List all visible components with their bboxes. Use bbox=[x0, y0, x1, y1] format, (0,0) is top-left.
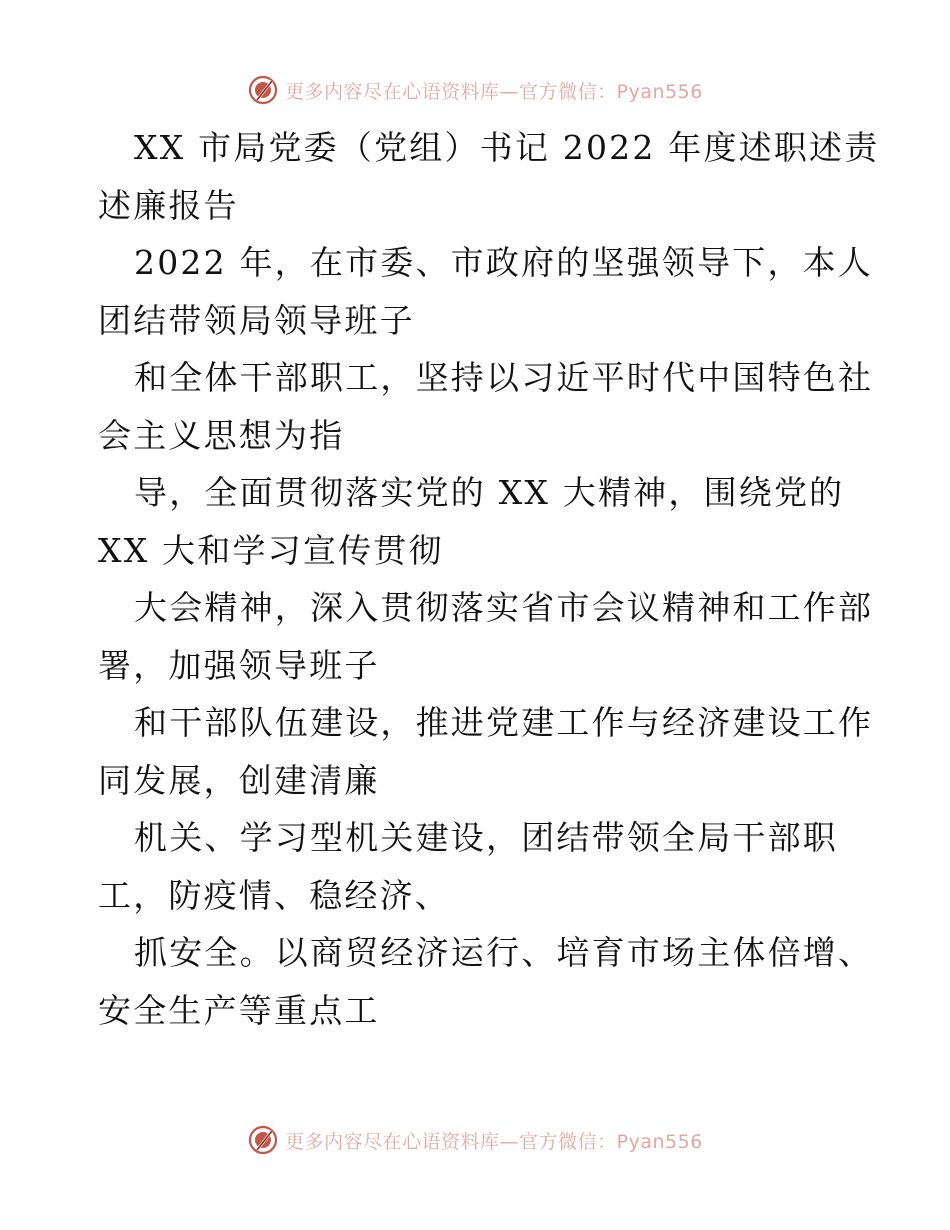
watermark-text: 更多内容尽在心语资料库—官方微信：Pyan556 bbox=[285, 80, 703, 103]
paragraph-line: 2022 年，在市委、市政府的坚强领导下，本人 bbox=[134, 243, 874, 282]
paragraph-line: 和全体干部职工，坚持以习近平时代中国特色社 bbox=[134, 358, 874, 397]
paragraph-line: 同发展，创建清廉 bbox=[98, 760, 380, 800]
document-body bbox=[98, 119, 880, 1039]
paragraph-line: 工，防疫情、稳经济、 bbox=[98, 875, 450, 915]
paragraph-line: 署，加强领导班子 bbox=[98, 645, 380, 685]
header-watermark bbox=[0, 70, 950, 110]
paragraph-line: 和干部队伍建设，推进党建工作与经济建设工作 bbox=[134, 703, 874, 742]
paragraph-line: 大会精神，深入贯彻落实省市会议精神和工作部 bbox=[134, 588, 874, 627]
quill-pen-logo-icon bbox=[247, 74, 279, 106]
paragraph-line: 抓安全。以商贸经济运行、培育市场主体倍增、 bbox=[134, 933, 874, 972]
paragraph-line: 会主义思想为指 bbox=[98, 415, 345, 455]
title-line-1: XX 市局党委（党组）书记 2022 年度述职述责 bbox=[134, 128, 880, 167]
watermark-text: 更多内容尽在心语资料库—官方微信：Pyan556 bbox=[285, 1130, 703, 1153]
quill-pen-logo-icon bbox=[247, 1124, 279, 1156]
footer-watermark bbox=[0, 1120, 950, 1160]
paragraph-line: XX 大和学习宣传贯彻 bbox=[98, 530, 444, 570]
paragraph-line: 安全生产等重点工 bbox=[98, 990, 380, 1030]
paragraph-line: 机关、学习型机关建设，团结带领全局干部职 bbox=[134, 818, 838, 857]
paragraph-line: 导，全面贯彻落实党的 XX 大精神，围绕党的 bbox=[134, 473, 845, 512]
title-line-2: 述廉报告 bbox=[98, 185, 239, 225]
paragraph-line: 团结带领局领导班子 bbox=[98, 300, 415, 340]
